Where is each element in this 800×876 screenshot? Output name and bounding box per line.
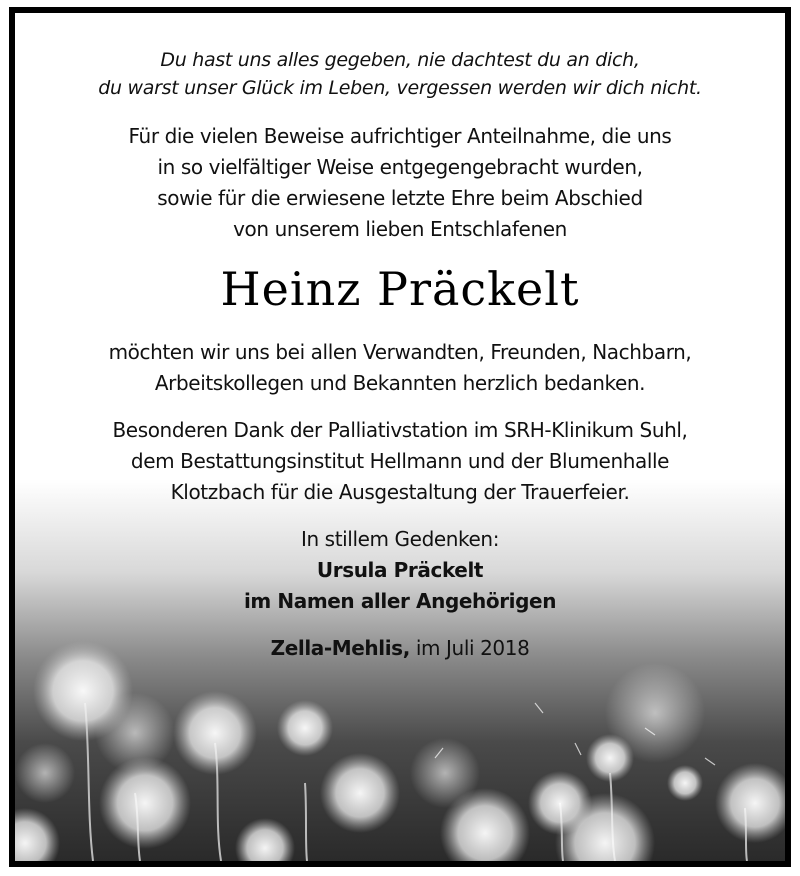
deceased-name: Heinz Präckelt [220,262,580,316]
thanks-intro-line-2: in so vielfältiger Weise entgegengebracht wurden, [157,155,643,179]
signature-family: im Namen aller Angehörigen [243,589,557,613]
thanks-body-line-1: möchten wir uns bei allen Verwandten, Freunden, Nachbarn, [108,340,692,364]
place-date [15,636,785,660]
thanks-intro-line-4: von unserem lieben Entschlafenen [233,217,567,241]
signature-intro: In stillem Gedenken: [300,527,500,551]
thanks-body-line-2: Arbeitskollegen und Bekannten herzlich bedanken. [154,371,646,395]
thanks-intro-line-1: Für die vielen Beweise aufrichtiger Anteilnahme, die uns [128,124,672,148]
obituary-content [15,13,785,861]
verse-line-1: Du hast uns alles gegeben, nie dachtest du an dich, [160,49,640,71]
verse-line-2: du warst unser Glück im Leben, vergessen werden wir dich nicht. [98,77,702,99]
special-thanks-line-2: dem Bestattungsinstitut Hellmann und der Blumenhalle [130,449,670,473]
thanks-intro-line-3: sowie für die erwiesene letzte Ehre beim Abschied [157,186,643,210]
signature-name: Ursula Präckelt [316,558,484,582]
date: im Juli 2018 [415,636,530,660]
place: Zella-Mehlis, [270,636,410,660]
special-thanks-line-1: Besonderen Dank der Palliativstation im SRH-Klinikum Suhl, [112,418,688,442]
obituary-frame [9,7,791,867]
special-thanks-line-3: Klotzbach für die Ausgestaltung der Trauerfeier. [170,480,630,504]
